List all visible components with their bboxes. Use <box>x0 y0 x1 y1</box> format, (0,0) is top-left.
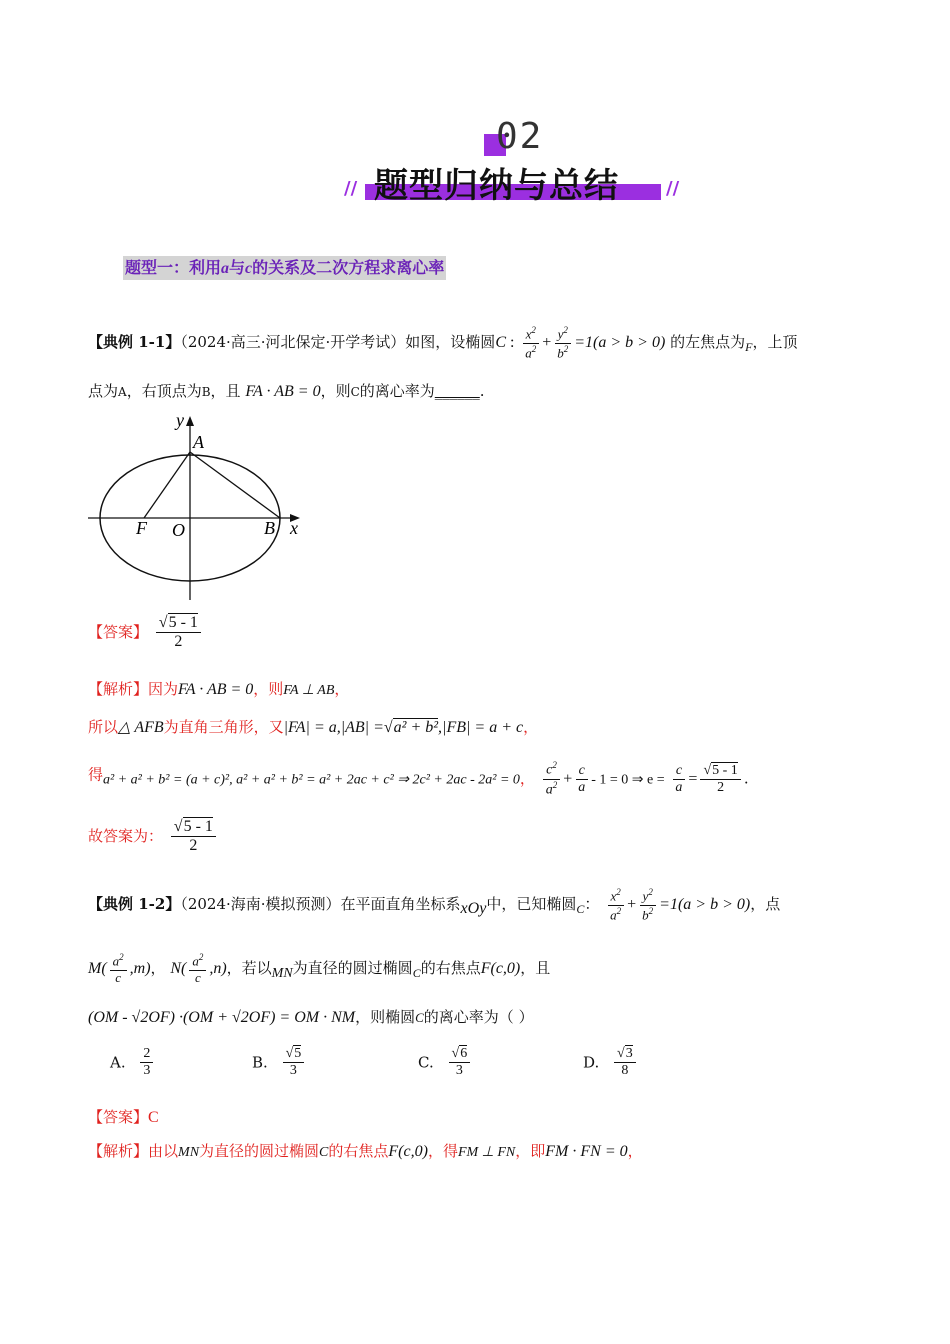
final-answer-fraction: $\frac{√5 - 1}{2}$ <box>171 818 216 856</box>
label-part-a: 题型 <box>125 258 158 277</box>
example-1-1-line2 <box>88 380 485 401</box>
lengths-FA-AB: |FA| = a,|AB| = <box>283 719 384 736</box>
text-by: 由以 <box>148 1142 179 1160</box>
solution-2-line1 <box>88 1140 643 1161</box>
point-M-end: ,m) <box>129 960 151 977</box>
ellipse-figure <box>86 410 308 606</box>
text-therefore: 故答案为： <box>88 826 164 845</box>
result-numerator: 5 - 1 <box>712 762 738 778</box>
text-then: ，则 <box>253 680 284 698</box>
option-denominator: 8 <box>621 1063 629 1079</box>
text-because: 因为 <box>148 680 179 698</box>
text-get: 得 <box>88 765 104 784</box>
answer-1 <box>88 614 204 652</box>
answer-2 <box>88 1106 159 1127</box>
option-denominator: 3 <box>455 1063 463 1079</box>
final-numerator: 5 - 1 <box>183 818 213 835</box>
label-mid: 与 <box>229 258 246 277</box>
comma: ， <box>627 1142 643 1160</box>
label-B: B <box>264 518 275 538</box>
section-number: 02 <box>496 116 544 157</box>
frac-x2-a2: $\frac{x^2}{a^2}$ <box>607 887 624 923</box>
option-fraction <box>140 1046 153 1079</box>
equation-chain: a² + a² + b² = (a + c)², a² + a² + b² = a² + 2ac + c² ⇒ 2c² + 2ac - 2a² = 0 <box>103 772 520 788</box>
text-get: ，得 <box>427 1142 458 1160</box>
label-F: F <box>136 518 147 538</box>
option-denominator: 3 <box>289 1063 297 1079</box>
example-tag: 【典例 1-2】 <box>88 895 181 913</box>
text-left-focus: 的左焦点为 <box>670 333 746 351</box>
answer-blank: ______ <box>434 382 480 400</box>
text-known-ellipse: 中，已知椭圆 <box>486 895 577 913</box>
dot-product-condition: FA · AB = 0 <box>245 383 321 400</box>
example-1-1-line1: 【典例 1-1】（2024·高三·河北保定·开学考试）如图，设椭圆C : $\frac{x^2}{a^2}$ + $\frac{y^2}{b^2}$ =1(a > b > 0) 的左焦点为$_F$，上顶 <box>88 325 798 360</box>
sqrt-a2-b2: a² + b² <box>393 719 439 736</box>
point-N: N( <box>170 960 187 977</box>
dot-product: FA · AB = 0 <box>178 681 254 698</box>
period: . <box>479 382 485 400</box>
header-title: 题型归纳与总结 <box>374 166 619 206</box>
focus-F: F <box>745 340 753 354</box>
answer-denominator: 2 <box>174 633 183 651</box>
option-label: D. <box>583 1053 600 1072</box>
comma: ， <box>519 769 535 788</box>
coordinate-system: xOy <box>460 900 487 917</box>
text-right-focus: 的右焦点 <box>420 959 481 977</box>
solution-1-line2: 所以△ AFB为直角三角形，又|FA| = a,|AB| =√a² + b²,|FB| = a + c， <box>88 718 539 736</box>
period: . <box>743 769 749 788</box>
dot-product-FM-FN: FM · FN = 0 <box>545 1143 628 1160</box>
option-label: A. <box>110 1053 126 1072</box>
text-diameter-circle: 为直径的圆过椭圆 <box>292 959 413 977</box>
solution-tag: 【解析】 <box>88 1142 149 1160</box>
frac-x2-a2: $\frac{x^2}{a^2}$ <box>522 325 539 361</box>
label-part-d: 二 <box>316 258 333 277</box>
example-1-2-line3 <box>88 1006 534 1027</box>
segment-FA <box>144 452 190 518</box>
text-eccentricity: 的离心率为 <box>359 382 435 400</box>
text-point-is: 点为 <box>88 382 119 400</box>
frac-c2-a2: $\frac{c^2}{a^2}$ <box>543 760 561 799</box>
point-B: B <box>201 385 211 399</box>
label-y: y <box>176 410 184 430</box>
label-x: x <box>290 518 298 538</box>
point-A: A <box>118 385 127 399</box>
solution-1-line3: 得a² + a² + b² = (a + c)², a² + a² + b² = a² + 2ac + c² ⇒ 2c² + 2ac - 2a² = 0， $\frac{c^2}{a^2}$ + $\frac{c}{a}$ - 1 = 0 ⇒ e = $\frac{c}{a}$ = $\frac{√5 - 1}{2}$ . <box>88 760 749 798</box>
colon: ： <box>584 895 600 913</box>
header-slash-right: // <box>666 178 680 199</box>
text-right-triangle: 为直角三角形，又 <box>163 718 284 736</box>
frac-y2-b2: $\frac{y^2}{b^2}$ <box>554 325 571 361</box>
triangle-AFB: △ AFB <box>118 719 164 736</box>
option-label: B. <box>252 1053 268 1072</box>
focus-coords: F(c,0) <box>480 960 521 977</box>
example-1-2-line1: 【典例 1-2】（2024·海南·模拟预测）在平面直角坐标系$_{xOy}$中，已知椭圆$_C$： $\frac{x^2}{a^2}$ + $\frac{y^2}{b^2}$ =1(a > b > 0)，点 <box>88 887 781 922</box>
text-point: ，点 <box>750 895 781 913</box>
frac-c-a: $\frac{c}{a}$ <box>575 763 588 796</box>
perpendicular-FM-FN: FM ⊥ FN <box>457 1145 516 1160</box>
example-1-2-line2: M( $\frac{a^2}{c}$ ,m)， N( $\frac{a^2}{c}$ ,n)，若以$_{MN}$为直径的圆过椭圆$_C$的右焦点F(c,0)，且 <box>88 952 551 985</box>
text-right-focus: 的右焦点 <box>328 1142 389 1160</box>
option-denominator: 3 <box>143 1063 151 1079</box>
option-c[interactable] <box>418 1046 473 1079</box>
equals: = <box>688 770 698 788</box>
solution-1-line1 <box>88 678 349 699</box>
text-right-vertex: ，右顶点为 <box>126 382 202 400</box>
point-M: M( <box>88 960 107 977</box>
result-denominator: 2 <box>717 779 725 795</box>
frac-c-a-2: $\frac{c}{a}$ <box>672 763 685 796</box>
text-namely: ，即 <box>515 1142 546 1160</box>
segment-MN: MN <box>178 1145 200 1160</box>
y-axis-arrow <box>186 416 194 426</box>
frac-y2-b2: $\frac{y^2}{b^2}$ <box>639 887 656 923</box>
frac-a2-c-2: $\frac{a^2}{c}$ <box>189 952 206 985</box>
point-N-end: ,n) <box>209 960 227 977</box>
var-c: c <box>245 260 253 277</box>
text-then-ellipse: ，则椭圆 <box>355 1008 416 1026</box>
ellipse-C-3: C <box>415 1010 424 1025</box>
option-b[interactable] <box>252 1046 307 1079</box>
header-slash-left: // <box>344 178 358 199</box>
text-eccentricity-question: 的离心率为（ ） <box>423 1008 534 1026</box>
text-diameter-circle: 为直径的圆过椭圆 <box>199 1142 320 1160</box>
answer-value: C <box>148 1109 159 1126</box>
text-then: ，则 <box>320 382 351 400</box>
example-tag: 【典例 1-1】 <box>88 333 181 351</box>
focus-coords: F(c,0) <box>388 1143 428 1160</box>
text-if: ，若以 <box>226 959 272 977</box>
label-part-b: 一：利用 <box>157 258 222 277</box>
option-a[interactable] <box>110 1046 156 1079</box>
comma: ， <box>523 718 539 736</box>
curve-name: C <box>495 334 506 351</box>
vector-condition: (OM - √2OF) ·(OM + √2OF) = OM · NM <box>88 1009 356 1026</box>
final-denominator: 2 <box>189 837 198 855</box>
answer-numerator: 5 - 1 <box>168 614 198 631</box>
text-so: 所以 <box>88 718 119 736</box>
label-part-e: 次方程求离心率 <box>332 258 445 277</box>
option-numerator: 6 <box>460 1046 468 1061</box>
option-fraction: $\frac{√3}{8}$ <box>614 1046 636 1079</box>
example-source: （2024·海南·模拟预测）在平面直角坐标系 <box>180 895 461 913</box>
example-source: （2024·高三·河北保定·开学考试）如图，设椭圆 <box>180 333 496 351</box>
option-d[interactable] <box>583 1046 639 1079</box>
text-and: ，且 <box>520 959 551 977</box>
option-fraction: $\frac{√5}{3}$ <box>283 1046 305 1079</box>
quadratic-implies: - 1 = 0 ⇒ e = <box>591 772 665 788</box>
option-fraction: $\frac{√6}{3}$ <box>449 1046 471 1079</box>
label-A: A <box>193 432 204 452</box>
var-a: a <box>221 260 230 277</box>
segment-MN: MN <box>271 966 293 981</box>
solution-tag: 【解析】 <box>88 680 149 698</box>
ellipse-C: C <box>319 1145 329 1160</box>
label-O: O <box>172 520 185 540</box>
text-and: ，且 <box>210 382 241 400</box>
curve-C-small: C <box>350 385 360 399</box>
option-numerator: 2 <box>140 1046 153 1063</box>
option-numerator: 5 <box>294 1046 302 1061</box>
ellipse-C-2: C <box>412 966 421 980</box>
frac-result: $\frac{√5 - 1}{2}$ <box>700 763 740 796</box>
label-part-c: 的关系及 <box>252 258 317 277</box>
option-numerator: 3 <box>625 1046 633 1061</box>
ellipse-condition: =1(a > b > 0) <box>574 334 666 351</box>
text-top-vertex: ，上顶 <box>752 333 798 351</box>
ellipse-condition: =1(a > b > 0) <box>659 896 751 913</box>
solution-1-line4 <box>88 818 219 856</box>
perpendicular: FA ⊥ AB <box>283 683 335 698</box>
option-label: C. <box>418 1053 434 1072</box>
answer-tag: 【答案】 <box>88 622 149 641</box>
answer-tag: 【答案】 <box>88 1108 149 1126</box>
length-FB: ,|FB| = a + c <box>438 719 524 736</box>
frac-a2-c: $\frac{a^2}{c}$ <box>110 952 127 985</box>
comma: ， <box>334 680 350 698</box>
ellipse-C: C <box>576 902 585 916</box>
question-type-label <box>123 256 446 280</box>
answer-fraction: $\frac{√5 - 1}{2}$ <box>156 614 201 652</box>
